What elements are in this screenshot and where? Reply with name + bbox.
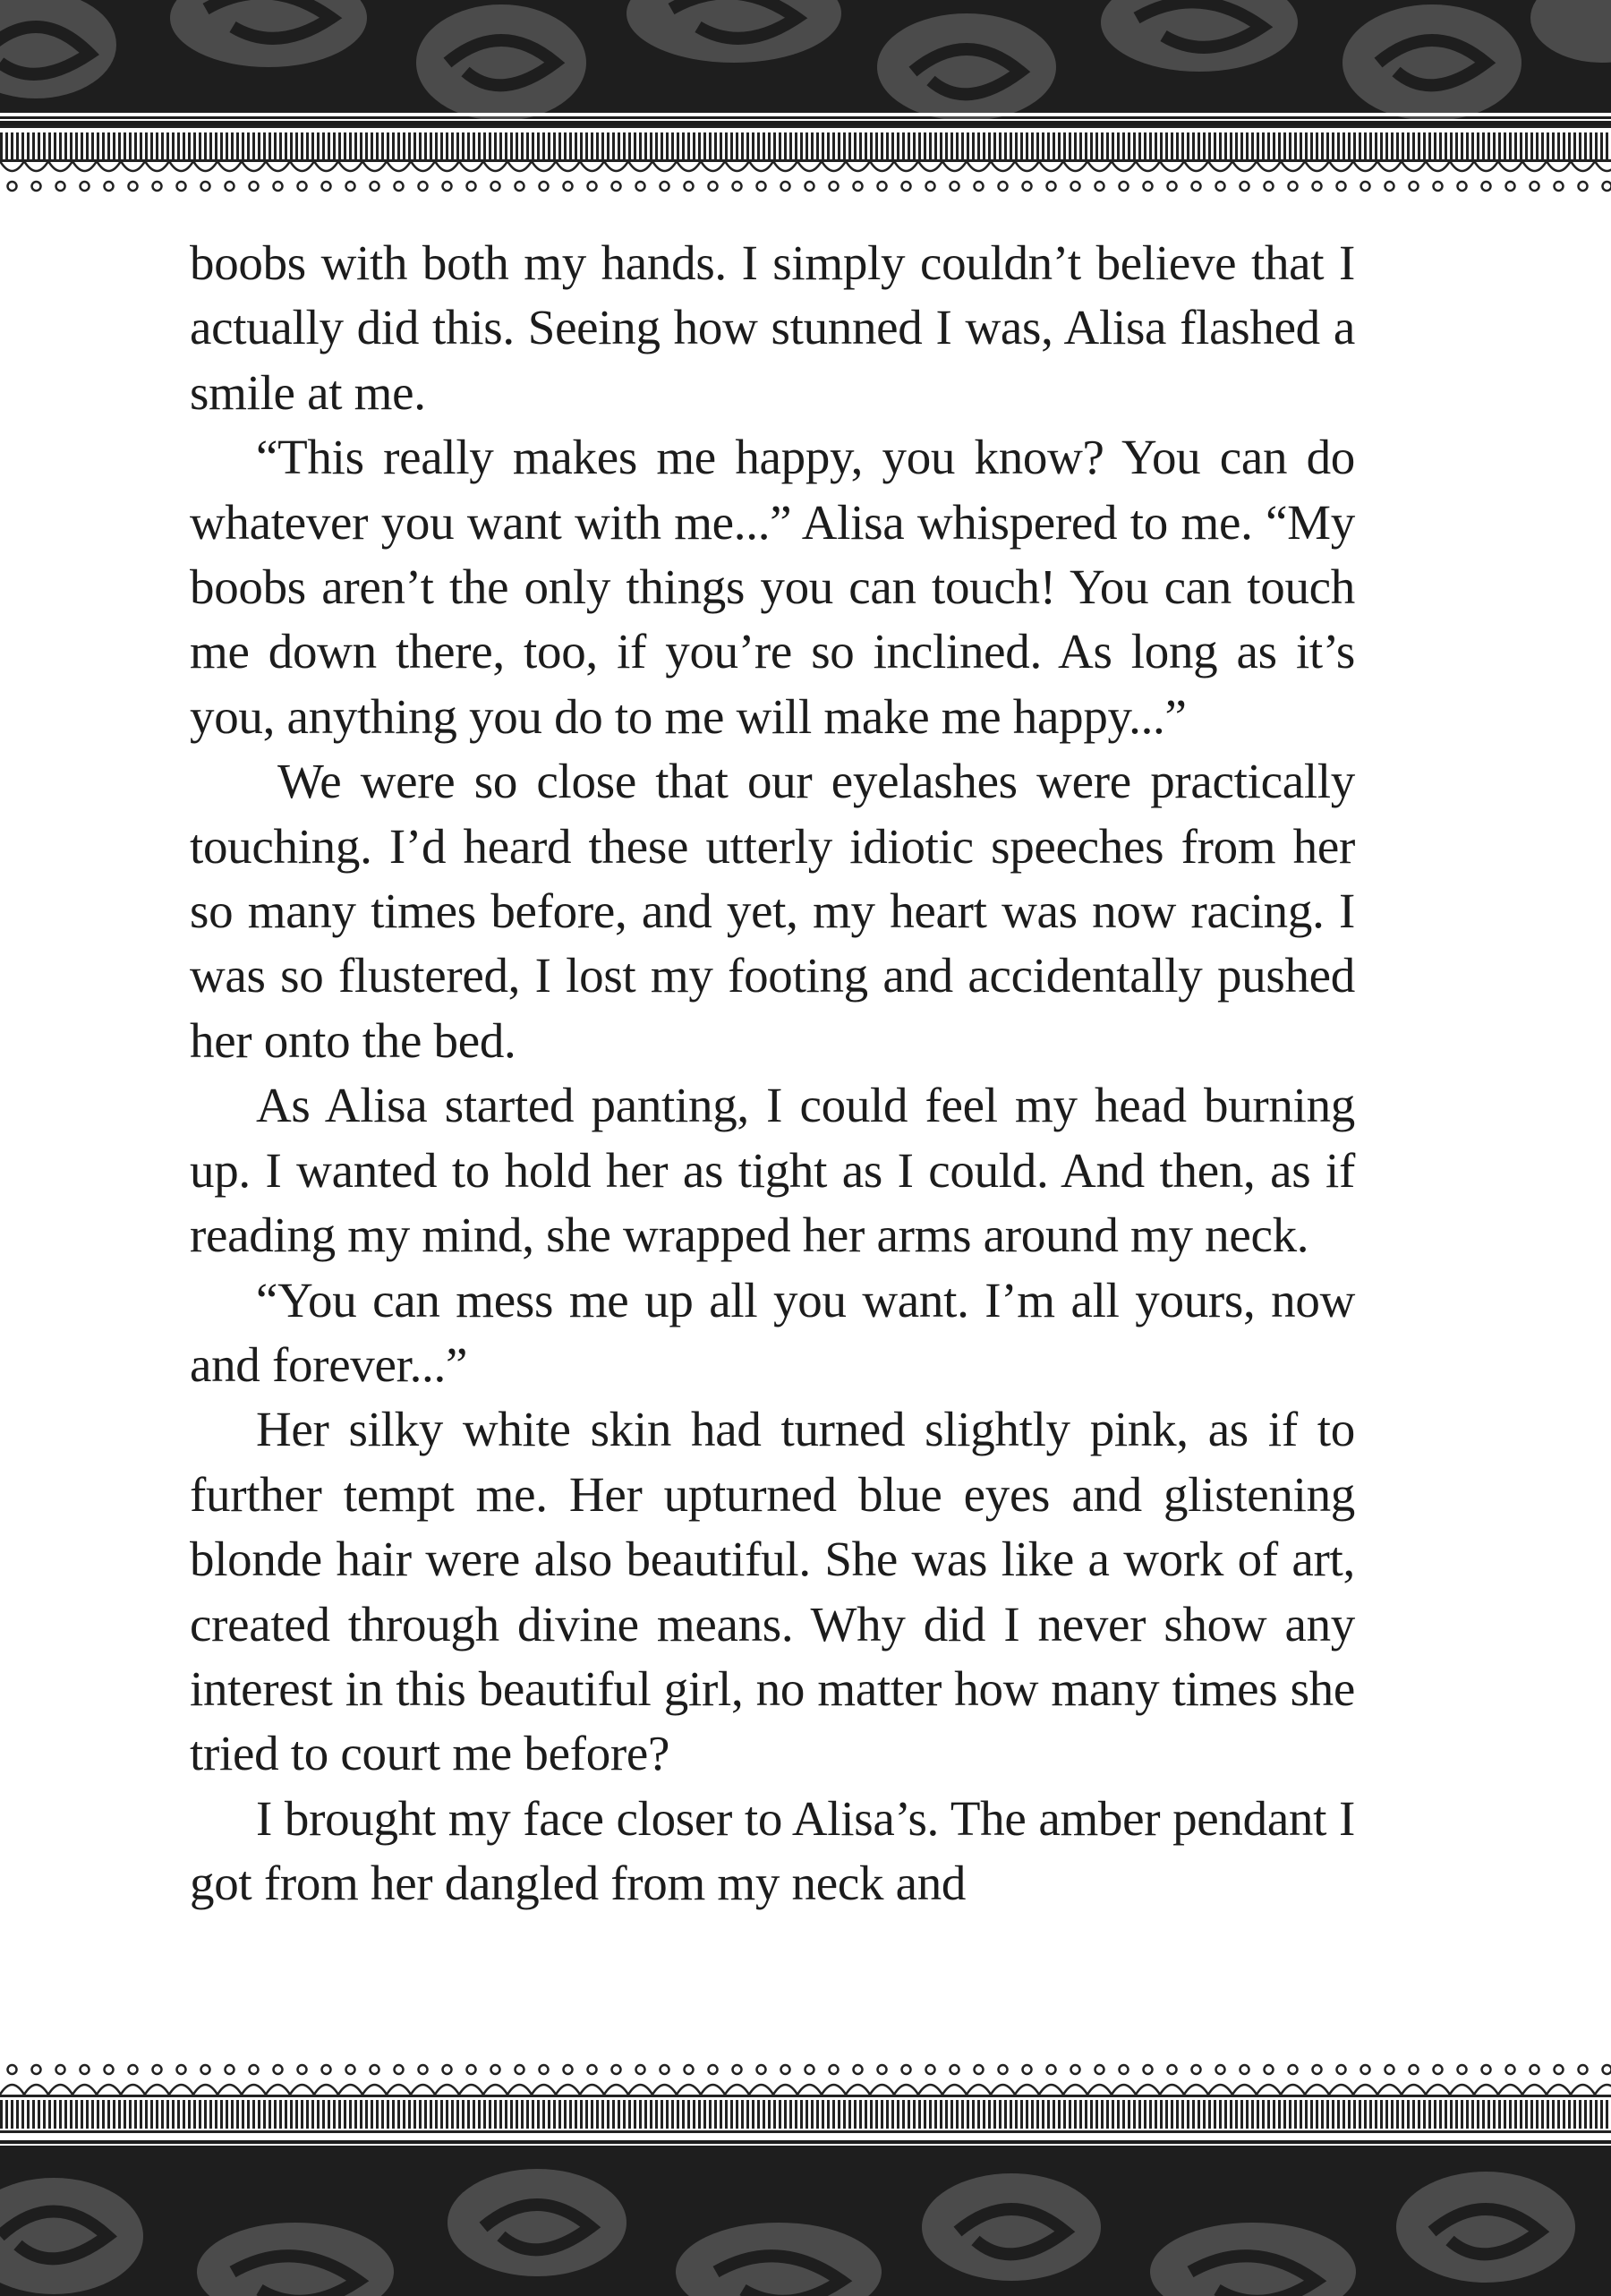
bottom-rose-band <box>0 2138 1611 2296</box>
paragraph-5: “You can mess me up all you want. I’m all yours, now and forever...” <box>190 1272 1355 1392</box>
paragraph-3: We were so close that our eyelashes were practically touching. I’d heard these utterly idiotic speeches from her so many times before, and yet, my heart was now racing. I was so flustered, I lost my footing and accidentally pushed her onto the bed. <box>190 754 1355 1068</box>
paragraph-6: Her silky white skin had turned slightly pink, as if to further tempt me. Her upturned blue eyes and glistening blonde hair were also beautiful. She was like a work of art, created through divine means. Why did I never show any interest in this beautiful girl, no matter how many times she tried to court me before? <box>190 1402 1355 1781</box>
paragraph-7: I brought my face closer to Alisa’s. The amber pendant I got from her dangled from my neck and <box>190 1790 1355 1911</box>
rose-pattern-icon <box>0 2138 1611 2296</box>
top-lace-trim <box>0 125 1611 192</box>
lace-border-icon <box>0 125 1611 192</box>
paragraph-2: “This really makes me happy, you know? You can do whatever you want with me...” Alisa whispered to me. “My boobs aren’t the only things you can touch! You can touch me down there, too, if you’re so inclined. As long as it’s you, anything you do to me will make me happy...” <box>190 430 1355 744</box>
page-body-text <box>190 231 1355 1916</box>
lace-border-icon <box>0 2059 1611 2138</box>
top-rose-band <box>0 0 1611 125</box>
paragraph-4: As Alisa started panting, I could feel my head burning up. I wanted to hold her as tight as I could. And then, as if reading my mind, she wrapped her arms around my neck. <box>190 1078 1355 1263</box>
rose-pattern-icon <box>0 0 1611 125</box>
bottom-lace-trim <box>0 2059 1611 2138</box>
paragraph-1: boobs with both my hands. I simply couldn’t believe that I actually did this. Seeing how stunned I was, Alisa flashed a smile at me. <box>190 235 1355 420</box>
